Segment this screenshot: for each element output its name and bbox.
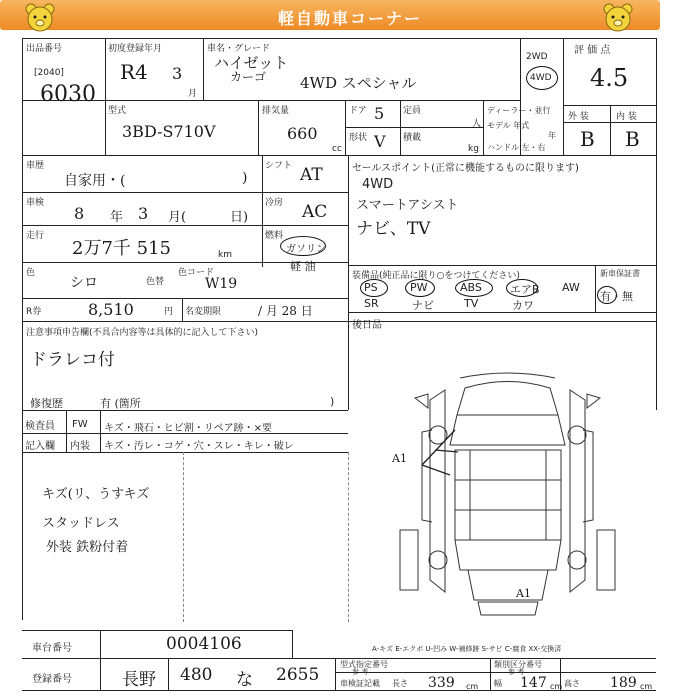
sales-points-label: セールスポイント(正常に機能するものに限ります) [352, 163, 579, 174]
equip-leather: カワ [512, 299, 534, 312]
car-name-grade-label: 車名・グレード [207, 44, 271, 54]
mileage-value: 2万7千 515 [72, 238, 171, 259]
color-change-label: 色替 [146, 277, 165, 287]
first-registration-label: 初度登録年月 [108, 44, 163, 54]
length-unit: cm [466, 682, 479, 691]
color-label: 色 [26, 268, 36, 278]
shift-value: AT [300, 165, 323, 185]
color-value: シロ [70, 275, 98, 291]
class-label: 類別区分番号 [494, 660, 542, 669]
shift-label: シフト [265, 161, 293, 171]
ac-label: 冷房 [265, 198, 284, 208]
rear-items-label: 後日品 [352, 320, 382, 331]
type-value: 3BD-S710V [122, 122, 216, 141]
class-ref: 参 考 [508, 668, 525, 676]
year-kanji: 年 [110, 210, 124, 225]
type-label: 型式 [108, 106, 127, 116]
width-value: 147 [520, 675, 547, 691]
exterior-grade: B [580, 127, 595, 151]
lot-code: [2040] [34, 68, 64, 78]
name-change-label: 名変期限 [185, 307, 222, 317]
exterior-label: 外 装 [568, 112, 589, 122]
inspector-entry-label: 記入欄 [25, 441, 55, 452]
sales-point-2: スマートアシスト [356, 198, 459, 213]
inspector-comment-3: 外装 鉄粉付着 [46, 540, 129, 555]
chassis-label: 車台番号 [32, 643, 72, 654]
model-spec-label: 型式指定番号 [340, 660, 388, 669]
car-name: ハイゼット [214, 54, 289, 72]
bear-mascot-icon [600, 2, 636, 32]
ac-value: AC [302, 202, 328, 222]
equip-ps: PS [364, 281, 378, 294]
damage-legend: A-キズ E-エクボ U-凹み W-補修跡 S-サビ C-腐食 XX-交換済 [372, 645, 562, 653]
shape-value: V [374, 132, 386, 151]
chassis-value: 0004106 [166, 634, 242, 654]
repair-history-value: 有 (箇所 [100, 397, 141, 410]
plate-kana: な [236, 670, 253, 690]
width-unit: cm [550, 682, 563, 691]
mileage-label: 走行 [26, 231, 45, 241]
doors-label: ドア [349, 106, 367, 116]
fw-items: キズ・飛石・ヒビ割・リペア跡・×要 [104, 423, 272, 434]
height-label: 高さ [564, 679, 580, 688]
color-code-value: W19 [205, 276, 238, 292]
displacement-label: 排気量 [262, 106, 290, 116]
interior-check-label: 内装 [70, 441, 90, 452]
fw-label: FW [72, 419, 88, 430]
repair-history-close: ) [330, 395, 335, 408]
inspection-label: 車検 [26, 198, 45, 208]
plate-label: 登録番号 [32, 674, 72, 685]
plate-number: 2655 [276, 665, 320, 685]
capacity-unit: 人 [472, 119, 482, 129]
sales-point-1: 4WD [362, 177, 394, 192]
plate-class: 480 [180, 665, 213, 685]
inspector-comment-1: キズ(リ、うすキズ [42, 487, 150, 502]
interior-label: 内 装 [616, 112, 637, 122]
sales-point-3: ナビ、TV [356, 219, 431, 239]
plate-region: 長野 [122, 670, 156, 690]
displacement-value: 660 [287, 124, 318, 143]
equip-tv: TV [464, 297, 479, 310]
equip-navi: ナビ [412, 299, 434, 312]
name-change-value: / 月 28 日 [258, 304, 313, 318]
damage-mark-rear: A1 [516, 587, 531, 600]
recycle-label: R券 [26, 307, 42, 317]
cert-label: 車検証記載 [340, 679, 380, 688]
equip-sr: SR [364, 297, 379, 310]
cc-unit: cc [332, 144, 342, 154]
recycle-value: 8,510 [88, 300, 134, 319]
year-unit: 年 [548, 131, 556, 140]
warranty-label: 新車保証書 [600, 269, 640, 278]
inspector-comment-2: スタッドレス [42, 516, 120, 531]
interior-items: キズ・汚レ・コゲ・穴・スレ・キレ・破レ [104, 441, 294, 452]
model-spec-ref: 参 考 [352, 668, 369, 676]
equip-pw: PW [410, 281, 428, 294]
first-registration-month: 3 [172, 64, 183, 83]
warranty-value: 有・無 [600, 290, 633, 303]
month-unit: 月 [188, 89, 198, 99]
shape-label: 形状 [349, 133, 368, 143]
model-year-label: モデル 年式 [487, 121, 530, 130]
km-unit: km [218, 250, 232, 260]
height-unit: cm [640, 682, 653, 691]
vehicle-damage-diagram [360, 370, 650, 630]
capacity-label: 定員 [403, 106, 422, 116]
loadcap-unit: kg [468, 144, 479, 154]
loadcap-label: 積載 [403, 133, 422, 143]
inspection-year: 8 [74, 204, 85, 223]
lot-number-label: 出品番号 [26, 44, 63, 54]
length-label: 長さ [392, 679, 408, 688]
month-kanji: 月( [168, 210, 187, 225]
fuel-label: 燃料 [265, 231, 284, 241]
history-close: ) [242, 170, 248, 186]
width-label: 幅 [494, 679, 502, 688]
length-value: 339 [428, 675, 455, 691]
drive-4wd-label: 4WD [530, 73, 552, 83]
history-label: 車歴 [26, 161, 45, 171]
history-value: 自家用・( [64, 173, 126, 189]
inspection-month: 3 [138, 204, 149, 223]
car-name-sub: カーゴ [230, 70, 267, 84]
header-banner [0, 0, 660, 30]
equip-airbag: エアB [510, 283, 540, 296]
repair-history-label: 修復歴 [30, 397, 63, 410]
damage-mark-left: A1 [392, 452, 407, 465]
lot-number: 6030 [40, 82, 96, 107]
yen-unit: 円 [164, 307, 174, 317]
equip-aw: AW [562, 281, 580, 294]
height-value: 189 [610, 675, 637, 691]
fuel-diesel: 軽 油 [290, 260, 316, 273]
notes-value: ドラレコ付 [30, 350, 115, 370]
equipment-label: 装備品(純正品に限り○をつけてください) [352, 271, 520, 281]
interior-grade: B [625, 127, 640, 151]
notes-label: 注意事項申告欄(不具合内容等は具体的に記入して下さい) [26, 328, 259, 338]
grade-value: 4WD スペシャル [300, 74, 417, 92]
score-label: 評 価 点 [574, 45, 611, 56]
dealer-label: ディーラー・並行 [487, 106, 551, 115]
banner-title: 軽自動車コーナー [277, 9, 422, 28]
fuel-gasoline: ガソリン [286, 244, 326, 255]
equip-abs: ABS [460, 281, 482, 294]
doors-value: 5 [374, 104, 385, 123]
handle-label: ハンドル 左・右 [487, 143, 546, 152]
color-code-label: 色コード [178, 268, 215, 278]
first-registration-era: R4 [120, 60, 148, 84]
day-kanji: 日) [230, 210, 249, 225]
drive-2wd-label: 2WD [526, 52, 548, 62]
score-value: 4.5 [590, 64, 629, 92]
inspector-label: 検査員 [25, 421, 55, 432]
